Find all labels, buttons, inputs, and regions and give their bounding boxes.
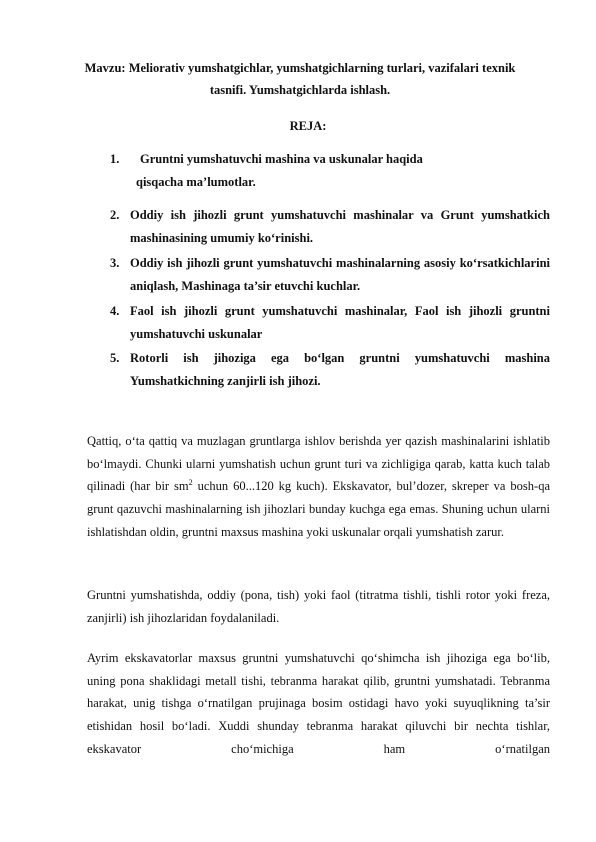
document-title: Mavzu: Meliorativ yumshatgichlar, yumshatgichlarning turlari, vazifalari texnik tasnifi. Yumshatgichlarda ishlash. (84, 61, 516, 97)
plan-item-text: Oddiy ish jihozli grunt yumshatuvchi mashinalar va Grunt yumshatkich mashinasining umumiy ko‘rinishi. (130, 208, 550, 245)
plan-item-text-continued: qisqacha ma’lumotlar. (136, 175, 256, 189)
superscript: 2 (188, 478, 193, 488)
plan-item-text: Faol ish jihozli grunt yumshatuvchi mashinalar, Faol ish jihozli gruntni yumshatuvchi uskunalar (130, 304, 550, 341)
body-paragraph (87, 430, 550, 544)
plan-item (110, 148, 550, 194)
paragraph-text: uchun 60...120 kg kuch). Ekskavator, bul’dozer, skreper va bosh-qa grunt qazuvchi mashinalarning ish jihozlari bunday kuchga ega emas. Shuning uchun ularni ishlatishdan oldin, gruntni maxsus mashina yoki uskunalar orqali yumshatish zarur. (87, 479, 550, 539)
plan-item-number: 2. (110, 208, 120, 222)
plan-item (110, 252, 550, 298)
body-paragraph: Gruntni yumshatishda, oddiy (pona, tish) yoki faol (titratma tishli, tishli rotor yoki freza, zanjirli) ish jihozlaridan foydalaniladi. (87, 588, 550, 625)
plan-item-text: Rotorli ish jihoziga ega bo‘lgan gruntni yumshatuvchi mashina Yumshatkichning zanjirli ish jihozi. (130, 351, 550, 388)
plan-item-number: 4. (110, 304, 120, 318)
paragraph-text: Qattiq, o‘ta qattiq va muzlagan gruntlarga ishlov berishda yer qazish mashinalarini ishlatib bo‘lmaydi. Chunki ularni yumshatish uchun grunt turi va zichligiga qarab, katta kuch talab qilinadi (har bir sm (87, 434, 550, 494)
plan-item (110, 300, 550, 346)
plan-item-number: 1. (110, 152, 120, 166)
plan-item-text: Gruntni yumshatuvchi mashina va uskunalar haqida (140, 152, 423, 166)
plan-item-text: Oddiy ish jihozli grunt yumshatuvchi mashinalarning asosiy ko‘rsatkichlarini aniqlash, Mashinaga ta’sir etuvchi kuchlar. (130, 256, 550, 293)
plan-item (110, 204, 550, 250)
plan-heading: REJA: (289, 119, 327, 133)
plan-item-number: 5. (110, 351, 120, 365)
body-paragraph: Ayrim ekskavatorlar maxsus gruntni yumshatuvchi qo‘shimcha ish jihoziga ega bo‘lib, uning pona shaklidagi metall tishi, tebranma harakat qilib, gruntni yumshatadi. Tebranma harakat, unig tishga o‘rnatilgan prujinaga bosim ostidagi havo yoki suyuqlikning ta’sir etishidan hosil bo‘ladi. Xuddi shunday tebranma harakat qiluvchi bir nechta tishlar, ekskavator cho‘michiga ham o‘rnatilgan (87, 651, 550, 756)
plan-item (110, 347, 550, 393)
plan-item-number: 3. (110, 256, 120, 270)
